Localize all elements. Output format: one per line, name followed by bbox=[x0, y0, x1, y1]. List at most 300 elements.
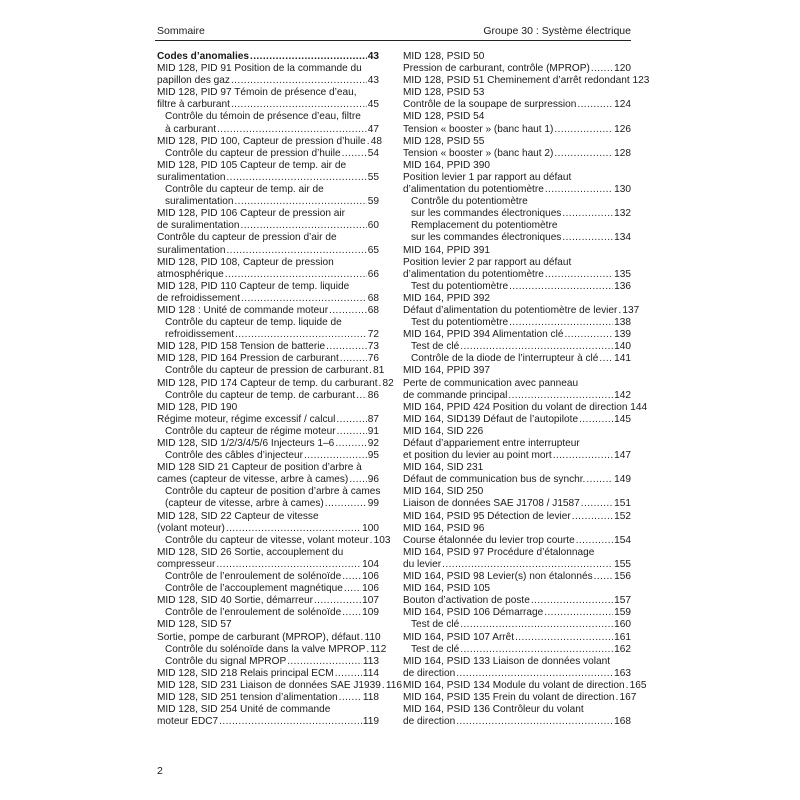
toc-page-number: 91 bbox=[367, 425, 379, 437]
toc-page-number: 141 bbox=[614, 353, 631, 365]
toc-line: MID 128, PID 110 Capteur de temp. liquide bbox=[157, 280, 350, 292]
dot-leader bbox=[342, 148, 367, 160]
dot-leader bbox=[442, 559, 613, 571]
dot-leader bbox=[460, 619, 613, 631]
toc-page-number: 112 bbox=[370, 643, 387, 655]
toc-entry[interactable] bbox=[157, 426, 379, 438]
toc-entry-title: atmosphérique bbox=[157, 268, 224, 280]
toc-entry[interactable] bbox=[403, 595, 631, 607]
toc-line: Contrôle du capteur de position d’arbre à cames bbox=[165, 486, 381, 498]
toc-page-number: 152 bbox=[614, 510, 631, 522]
toc-page-number: 132 bbox=[614, 208, 631, 220]
toc-line: MID 128, PSID 51 Cheminement d’arrêt redondant 123 bbox=[403, 75, 650, 87]
toc-page-number: 103 bbox=[373, 534, 391, 546]
toc-entry-title: MID 128, SID 231 Liaison de données SAE J1939 bbox=[157, 679, 381, 691]
toc-entry[interactable] bbox=[157, 474, 379, 486]
dot-leader bbox=[531, 595, 613, 607]
toc-entry-title: Contrôle des câbles d’injecteur bbox=[165, 450, 304, 462]
toc-line: MID 164, PSID 105 bbox=[403, 583, 490, 595]
toc-entry-title: MID 164, PSID 107 Arrêt bbox=[403, 631, 515, 643]
toc-entry-title: Bouton d’activation de poste bbox=[403, 595, 530, 607]
toc-page-number: 154 bbox=[614, 534, 631, 546]
toc-entry[interactable] bbox=[157, 305, 379, 317]
toc-entry-title: MID 164, SID139 Défaut de l’autopilote bbox=[403, 413, 579, 425]
toc-page-number: 126 bbox=[614, 123, 631, 135]
toc-entry-title: Défaut d’alimentation du potentiomètre de levier bbox=[403, 304, 618, 316]
dot-leader bbox=[241, 293, 367, 305]
dot-leader bbox=[509, 317, 613, 329]
toc-entry-title: Contrôle du signal MPROP bbox=[165, 655, 287, 667]
toc-entry-title: MID 128, PID 164 Pression de carburant bbox=[157, 353, 339, 365]
dot-leader bbox=[577, 99, 613, 111]
toc-entry-title: du levier bbox=[403, 558, 442, 570]
toc-page-number: 86 bbox=[367, 389, 379, 401]
toc-page-number: 147 bbox=[614, 450, 631, 462]
toc-entry[interactable] bbox=[403, 317, 631, 329]
toc-entry[interactable] bbox=[403, 607, 631, 619]
toc-line: Défaut d’appariement entre interrupteur bbox=[403, 438, 580, 449]
toc-entry-title: suralimentation bbox=[165, 196, 234, 208]
dot-leader bbox=[235, 329, 367, 341]
toc-page-number: 155 bbox=[614, 558, 631, 570]
dot-leader bbox=[626, 680, 629, 692]
toc-page-number: 140 bbox=[614, 341, 631, 353]
toc-entry-title: de suralimentation bbox=[157, 220, 240, 232]
toc-line: MID 128, PID 190 bbox=[157, 401, 238, 413]
toc-entry[interactable] bbox=[157, 51, 379, 63]
toc-entry-title: MID 128, SID 1/2/3/4/5/6 Injecteurs 1–6 bbox=[157, 438, 335, 449]
toc-entry-title: Test du potentiomètre bbox=[411, 280, 509, 292]
toc-line: MID 128 SID 21 Capteur de position d’arbre à bbox=[157, 462, 362, 474]
toc-entry[interactable] bbox=[157, 656, 379, 668]
toc-line: MID 128, PSID 54 bbox=[403, 111, 485, 123]
dot-leader bbox=[356, 390, 367, 402]
dot-leader bbox=[304, 450, 367, 462]
toc-entry[interactable] bbox=[157, 438, 379, 450]
toc-page-number: 99 bbox=[367, 498, 379, 510]
toc-page-number: 72 bbox=[367, 329, 379, 341]
dot-leader bbox=[545, 184, 613, 196]
toc-page-number: 43 bbox=[367, 75, 379, 87]
dot-leader bbox=[515, 632, 613, 644]
toc-page-number: 87 bbox=[367, 413, 379, 425]
dot-leader bbox=[217, 124, 367, 136]
dot-leader bbox=[342, 571, 361, 583]
toc-entry[interactable] bbox=[157, 595, 379, 607]
dot-leader bbox=[591, 63, 613, 75]
dot-leader bbox=[314, 595, 361, 607]
dot-leader bbox=[576, 535, 613, 547]
toc-entry-title: MID 128, SID 40 Sortie, démarreur bbox=[157, 595, 313, 607]
dot-leader bbox=[339, 692, 362, 704]
toc-line: Contrôle du témoin de présence d’eau, filtre bbox=[165, 111, 361, 123]
toc-entry-title: Contrôle de la soupape de surpression bbox=[403, 99, 577, 111]
toc-entry-title: moteur EDC7 bbox=[157, 716, 219, 728]
toc-entry-title: et position du levier au point mort bbox=[403, 450, 552, 462]
toc-page-number: 76 bbox=[367, 353, 379, 365]
toc-page-number: 156 bbox=[614, 571, 631, 583]
toc-page-number: 60 bbox=[367, 220, 379, 232]
toc-page-number: 137 bbox=[622, 304, 640, 316]
dot-leader bbox=[240, 220, 366, 232]
dot-leader bbox=[581, 498, 613, 510]
dot-leader bbox=[508, 390, 613, 402]
toc-entry-title: Contrôle du capteur de temp. de carburant bbox=[165, 389, 356, 401]
toc-page-number: 96 bbox=[367, 474, 379, 486]
dot-leader bbox=[231, 99, 367, 111]
dot-leader bbox=[562, 208, 613, 220]
dot-leader bbox=[579, 414, 613, 426]
toc-entry[interactable] bbox=[157, 329, 379, 341]
toc-page-number: 128 bbox=[614, 147, 631, 159]
toc-entry-title: Liaison de données SAE J1708 / J1587 bbox=[403, 498, 580, 510]
toc-entry[interactable] bbox=[157, 99, 379, 111]
toc-entry[interactable] bbox=[157, 220, 379, 232]
toc-entry[interactable] bbox=[403, 619, 631, 631]
toc-entry[interactable] bbox=[403, 716, 631, 728]
toc-page-number: 159 bbox=[614, 607, 631, 619]
toc-entry[interactable] bbox=[157, 692, 379, 704]
page-number: 2 bbox=[157, 765, 163, 777]
toc-page-number: 135 bbox=[614, 268, 631, 280]
toc-line: Contrôle du capteur de temp. air de bbox=[165, 184, 324, 196]
toc-line: MID 128, PID 91 Position de la commande du bbox=[157, 63, 362, 75]
toc-page-number: 167 bbox=[619, 691, 637, 703]
toc-page-number: 107 bbox=[362, 595, 379, 607]
toc-page-number: 100 bbox=[362, 522, 379, 534]
dot-leader bbox=[460, 644, 613, 656]
toc-line: MID 128, PSID 53 bbox=[403, 87, 485, 99]
toc-entry[interactable] bbox=[403, 498, 631, 510]
dot-leader bbox=[586, 474, 613, 486]
toc-entry[interactable] bbox=[403, 269, 631, 281]
toc-page-number: 151 bbox=[614, 498, 631, 510]
toc-entry[interactable] bbox=[157, 571, 379, 583]
toc-entry[interactable] bbox=[403, 414, 631, 426]
toc-page-number: 136 bbox=[614, 280, 631, 292]
toc-entry-title: papillon des gaz bbox=[157, 75, 230, 87]
dot-leader bbox=[340, 353, 367, 365]
dot-leader bbox=[344, 583, 361, 595]
dot-leader bbox=[564, 329, 613, 341]
toc-page-number: 165 bbox=[629, 679, 647, 691]
toc-entry[interactable] bbox=[403, 390, 631, 402]
dot-leader bbox=[342, 607, 361, 619]
dot-leader bbox=[460, 341, 613, 353]
toc-entry-title: MID 164, PSID 106 Démarrage bbox=[403, 607, 544, 619]
dot-leader bbox=[509, 281, 613, 293]
toc-entry-title: suralimentation bbox=[157, 244, 226, 256]
dot-leader bbox=[337, 426, 367, 438]
dot-leader bbox=[226, 172, 366, 184]
toc-page-number: 120 bbox=[614, 63, 631, 75]
dot-leader bbox=[219, 716, 362, 728]
toc-entry-title: MID 128 : Unité de commande moteur bbox=[157, 304, 329, 316]
toc-line: MID 164, PSID 97 Procédure d’étalonnage bbox=[403, 546, 595, 558]
toc-entry-title: MID 128, PID 100, Capteur de pression d’huile bbox=[157, 135, 366, 147]
toc-entry[interactable] bbox=[157, 135, 382, 148]
header-rule bbox=[155, 40, 631, 41]
toc-page-number: 65 bbox=[367, 244, 379, 256]
toc-entry[interactable] bbox=[403, 329, 631, 341]
dot-leader bbox=[369, 365, 372, 377]
toc-page-number: 130 bbox=[614, 184, 631, 196]
toc-page-number: 54 bbox=[367, 147, 379, 159]
toc-entry-title: Contrôle du capteur de vitesse, volant moteur bbox=[165, 534, 369, 546]
dot-leader bbox=[553, 450, 613, 462]
toc-page-number: 47 bbox=[367, 123, 379, 135]
toc-right-column bbox=[403, 51, 650, 728]
toc-page-number: 109 bbox=[362, 607, 379, 619]
toc-entry[interactable] bbox=[403, 99, 631, 111]
toc-entry[interactable] bbox=[403, 535, 631, 547]
toc-line: MID 164, PPID 391 bbox=[403, 244, 490, 256]
toc-entry[interactable] bbox=[403, 559, 631, 571]
toc-left-column bbox=[157, 51, 402, 728]
toc-entry-title: Test de clé bbox=[411, 341, 460, 353]
toc-entry[interactable] bbox=[403, 691, 637, 704]
toc-entry[interactable] bbox=[157, 498, 379, 510]
toc-entry[interactable] bbox=[157, 148, 379, 160]
toc-entry[interactable] bbox=[157, 534, 391, 547]
toc-page-number: 142 bbox=[614, 389, 631, 401]
toc-entry-title: Tension « booster » (banc haut 2) bbox=[403, 147, 554, 159]
dot-leader bbox=[336, 414, 366, 426]
toc-entry-title: Régime moteur, régime excessif / calcul bbox=[157, 413, 336, 425]
toc-line: MID 128, SID 57 bbox=[157, 619, 232, 631]
toc-entry-title: filtre à carburant bbox=[157, 99, 230, 111]
toc-entry[interactable] bbox=[403, 450, 631, 462]
toc-page-number: 59 bbox=[367, 196, 379, 208]
dot-leader bbox=[456, 668, 613, 680]
toc-entry[interactable] bbox=[403, 353, 631, 365]
toc-entry[interactable] bbox=[403, 679, 647, 692]
toc-entry[interactable] bbox=[403, 341, 631, 353]
toc-entry-title: de direction bbox=[403, 716, 456, 728]
toc-entry-title: d’alimentation du potentiomètre bbox=[403, 268, 544, 280]
toc-page-number: 124 bbox=[614, 99, 631, 111]
toc-page-number: 55 bbox=[367, 171, 379, 183]
dot-leader bbox=[326, 341, 367, 353]
toc-entry[interactable] bbox=[157, 269, 379, 281]
dot-leader bbox=[562, 232, 613, 244]
toc-entry[interactable] bbox=[157, 632, 379, 644]
toc-entry-title: suralimentation bbox=[157, 171, 226, 183]
toc-page-number: 160 bbox=[614, 619, 631, 631]
toc-page-number: 149 bbox=[614, 474, 631, 486]
toc-line: MID 128, PSID 50 bbox=[403, 51, 485, 62]
toc-page-number: 157 bbox=[614, 595, 631, 607]
toc-entry[interactable] bbox=[157, 353, 379, 365]
toc-entry[interactable] bbox=[157, 245, 379, 257]
toc-entry[interactable] bbox=[403, 232, 631, 244]
dot-leader bbox=[325, 498, 367, 510]
toc-line: MID 164, PPID 397 bbox=[403, 365, 490, 377]
toc-entry[interactable] bbox=[157, 523, 379, 535]
toc-entry[interactable] bbox=[157, 643, 387, 656]
toc-entry[interactable] bbox=[403, 571, 631, 583]
toc-entry-title: Contrôle du capteur de régime moteur bbox=[165, 425, 336, 437]
toc-entry[interactable] bbox=[157, 341, 379, 353]
dot-leader bbox=[335, 438, 366, 450]
toc-line: MID 164, SID 231 bbox=[403, 462, 484, 474]
toc-line: MID 128, SID 22 Capteur de vitesse bbox=[157, 510, 319, 522]
toc-page-number: 73 bbox=[367, 341, 379, 353]
toc-entry-title: Défaut de communication bus de synchr. bbox=[403, 474, 586, 486]
toc-entry[interactable] bbox=[157, 583, 379, 595]
toc-page-number: 68 bbox=[367, 292, 379, 304]
toc-entry-title: refroidissement bbox=[165, 329, 235, 341]
toc-line: MID 128, PSID 55 bbox=[403, 135, 485, 147]
toc-entry-title: (capteur de vitesse, arbre à cames) bbox=[165, 498, 324, 510]
toc-page-number: 168 bbox=[614, 716, 631, 728]
toc-entry[interactable] bbox=[157, 390, 379, 402]
toc-page-number: 110 bbox=[364, 631, 381, 643]
toc-line: MID 128, PID 105 Capteur de temp. air de bbox=[157, 159, 347, 171]
toc-page-number: 104 bbox=[362, 558, 379, 570]
toc-entry-title: sur les commandes électroniques bbox=[411, 208, 562, 220]
toc-page-number: 68 bbox=[367, 304, 379, 316]
dot-leader bbox=[618, 305, 621, 317]
toc-entry-title: Tension « booster » (banc haut 1) bbox=[403, 123, 554, 135]
dot-leader bbox=[370, 535, 373, 547]
toc-entry[interactable] bbox=[403, 668, 631, 680]
toc-entry[interactable] bbox=[157, 414, 379, 426]
toc-entry[interactable] bbox=[157, 293, 379, 305]
header-section-title: Sommaire bbox=[157, 25, 205, 37]
toc-entry-title: Contrôle de l’accouplement magnétique bbox=[165, 583, 343, 595]
toc-line: MID 164, SID 226 bbox=[403, 425, 484, 437]
toc-entry-title: MID 164, PSID 135 Frein du volant de direction bbox=[403, 691, 615, 703]
toc-entry-title: MID 128, PID 158 Tension de batterie bbox=[157, 341, 326, 353]
toc-page-number: 139 bbox=[614, 329, 631, 341]
toc-page-number: 116 bbox=[385, 679, 402, 691]
dot-leader bbox=[329, 305, 367, 317]
toc-line: MID 164, PPID 424 Position du volant de direction 144 bbox=[403, 401, 648, 413]
toc-entry[interactable] bbox=[403, 474, 631, 486]
dot-leader bbox=[366, 644, 369, 656]
toc-page-number: 45 bbox=[367, 99, 379, 111]
dot-leader bbox=[216, 559, 361, 571]
toc-line: MID 128, PID 106 Capteur de pression air bbox=[157, 208, 345, 220]
toc-entry-title: Contrôle du solénoïde dans la valve MPROP bbox=[165, 643, 366, 655]
dot-leader bbox=[361, 632, 364, 644]
toc-page-number: 162 bbox=[614, 643, 631, 655]
toc-entry[interactable] bbox=[403, 184, 631, 196]
toc-entry[interactable] bbox=[157, 172, 379, 184]
toc-entry[interactable] bbox=[157, 365, 385, 377]
toc-line: Position levier 1 par rapport au défaut bbox=[403, 171, 572, 183]
dot-leader bbox=[234, 196, 366, 208]
toc-entry-title: MID 128, SID 218 Relais principal ECM bbox=[157, 667, 334, 679]
header-group-title: Groupe 30 : Système électrique bbox=[483, 25, 631, 37]
toc-line: Position levier 2 par rapport au défaut bbox=[403, 256, 572, 268]
toc-page-number: 92 bbox=[367, 438, 379, 449]
toc-page-number: 118 bbox=[362, 691, 379, 703]
dot-leader bbox=[599, 353, 613, 365]
toc-entry[interactable] bbox=[157, 668, 379, 680]
dot-leader bbox=[231, 75, 367, 87]
toc-entry-title: cames (capteur de vitesse, arbre à cames) bbox=[157, 474, 349, 486]
dot-leader bbox=[456, 716, 613, 728]
dot-leader bbox=[379, 378, 382, 390]
toc-page-number: 106 bbox=[362, 583, 379, 595]
toc-entry-title: MID 164, PPID 394 Alimentation clé bbox=[403, 329, 564, 341]
toc-line: Contrôle du capteur de temp. liquide de bbox=[165, 317, 342, 329]
toc-entry-title: d’alimentation du potentiomètre bbox=[403, 184, 544, 196]
toc-page-number: 119 bbox=[362, 716, 379, 728]
toc-page-number: 113 bbox=[362, 655, 379, 667]
toc-entry[interactable] bbox=[157, 196, 379, 208]
toc-entry[interactable] bbox=[157, 607, 379, 619]
toc-line: Remplacement du potentiomètre bbox=[411, 220, 558, 232]
toc-page-number: 145 bbox=[614, 413, 631, 425]
toc-page-number: 95 bbox=[367, 450, 379, 462]
toc-entry-title: Course étalonnée du levier trop courte bbox=[403, 534, 575, 546]
toc-line: MID 164, PSID 96 bbox=[403, 522, 485, 534]
dot-leader bbox=[382, 680, 385, 692]
toc-line: MID 128, PID 108, Capteur de pression bbox=[157, 256, 334, 268]
toc-page-number: 43 bbox=[367, 51, 379, 62]
toc-entry[interactable] bbox=[157, 716, 379, 728]
toc-entry[interactable] bbox=[157, 75, 379, 87]
toc-entry[interactable] bbox=[403, 511, 631, 523]
toc-page-number: 66 bbox=[367, 268, 379, 280]
toc-entry-title: MID 164, PSID 134 Module du volant de direction bbox=[403, 679, 625, 691]
toc-entry[interactable] bbox=[403, 124, 631, 136]
toc-entry[interactable] bbox=[157, 450, 379, 462]
toc-entry[interactable] bbox=[157, 377, 394, 390]
toc-entry-title: Contrôle de l’enroulement de solénoïde bbox=[165, 571, 342, 583]
toc-entry[interactable] bbox=[403, 148, 631, 160]
toc-entry[interactable] bbox=[403, 632, 631, 644]
dot-leader bbox=[226, 245, 366, 257]
toc-entry-title: MID 128, PID 174 Capteur de temp. du carburant bbox=[157, 377, 378, 389]
toc-page-number: 134 bbox=[614, 232, 631, 244]
toc-entry[interactable] bbox=[403, 304, 640, 317]
toc-entry[interactable] bbox=[403, 208, 631, 220]
toc-entry-title: Codes d’anomalies bbox=[157, 51, 249, 62]
dot-leader bbox=[367, 136, 370, 148]
toc-entry-title: de refroidissement bbox=[157, 292, 241, 304]
dot-leader bbox=[287, 656, 362, 668]
toc-entry[interactable] bbox=[403, 63, 631, 75]
dot-leader bbox=[226, 523, 361, 535]
toc-entry-title: à carburant bbox=[165, 123, 217, 135]
toc-page-number: 163 bbox=[614, 667, 631, 679]
toc-entry-title: de commande principal bbox=[403, 389, 508, 401]
toc-line: MID 128, SID 26 Sortie, accouplement du bbox=[157, 546, 344, 558]
dot-leader bbox=[554, 124, 613, 136]
toc-entry[interactable] bbox=[157, 679, 402, 692]
toc-entry[interactable] bbox=[157, 124, 379, 136]
toc-entry-title: MID 128, SID 251 tension d’alimentation bbox=[157, 691, 338, 703]
toc-entry[interactable] bbox=[403, 644, 631, 656]
toc-entry-title: compresseur bbox=[157, 558, 216, 570]
toc-entry-title: Sortie, pompe de carburant (MPROP), défaut bbox=[157, 631, 360, 643]
toc-entry[interactable] bbox=[157, 559, 379, 571]
dot-leader bbox=[554, 148, 613, 160]
toc-entry-title: sur les commandes électroniques bbox=[411, 232, 562, 244]
toc-line: Contrôle du capteur de pression d’air de bbox=[157, 232, 337, 244]
toc-entry[interactable] bbox=[403, 281, 631, 293]
toc-page-number: 81 bbox=[373, 365, 385, 377]
toc-entry-title: Test de clé bbox=[411, 619, 460, 631]
dot-leader bbox=[349, 474, 366, 486]
toc-entry-title: Contrôle du capteur de pression de carburant bbox=[165, 365, 369, 377]
toc-line: MID 164, SID 250 bbox=[403, 486, 484, 498]
dot-leader bbox=[572, 511, 613, 523]
